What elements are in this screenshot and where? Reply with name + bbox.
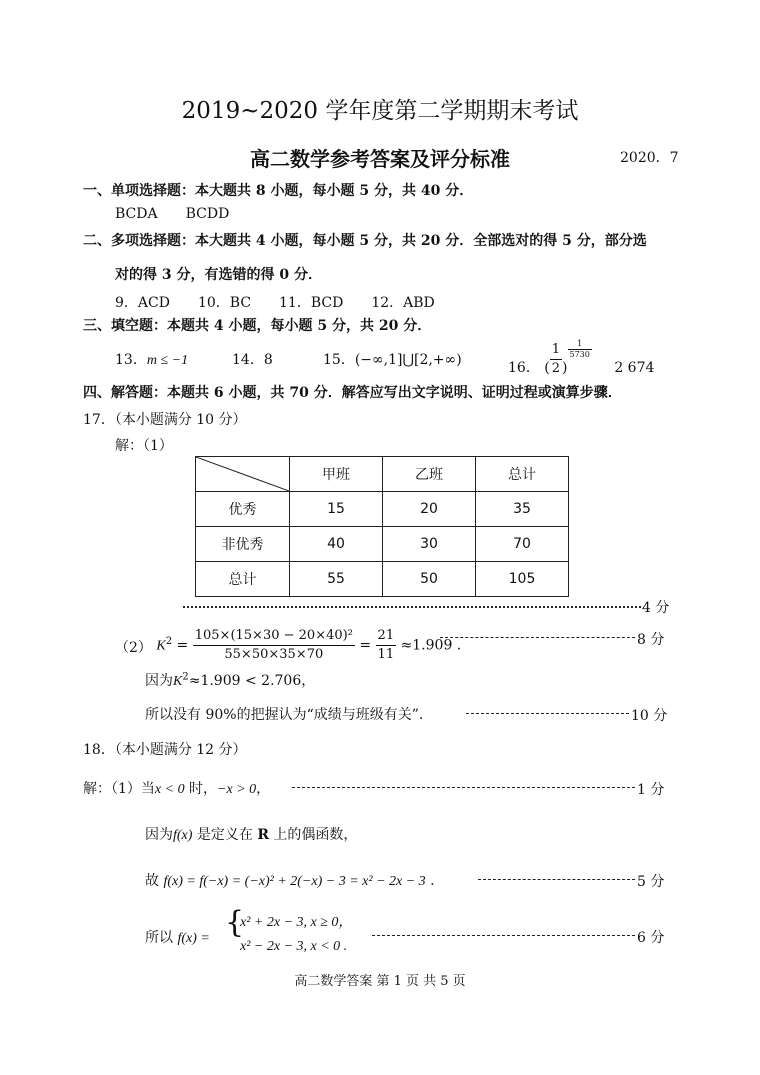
answer-16-base [550, 341, 562, 378]
q18-line1-expr2: −x > 0 [217, 782, 257, 797]
q17-part2-equation [115, 627, 461, 667]
q18-line1-expr: x < 0 [154, 782, 185, 797]
section-2-heading-line2: 对的得 3 分，有选错的得 0 分． [115, 267, 322, 283]
table-cell: 40 [290, 527, 383, 562]
answer-16-label: 16． [508, 359, 540, 376]
q18-line3-end: . [425, 873, 435, 889]
table-cell: 70 [476, 527, 569, 562]
table-cell: 非优秀 [196, 527, 290, 562]
dashed-leader [372, 935, 635, 936]
q18-line2-R: R [257, 827, 269, 843]
dashed-leader [466, 713, 629, 714]
section-3-heading: 三、填空题：本题共 4 小题，每小题 5 分，共 20 分． [83, 318, 432, 334]
table-cell: 总计 [196, 562, 290, 597]
dotted-leader [183, 606, 641, 608]
answer-15-label: 15． [323, 352, 355, 368]
q18-line1-mid: 时， [184, 781, 218, 797]
answer-16-base-den: 2 [551, 361, 561, 376]
piecewise-case-2: x² − 2x − 3, x < 0 . [240, 939, 348, 954]
table-header-cell: 甲班 [290, 457, 383, 492]
section-2-answers: 9．ACD 10．BC 11．BCD 12．ABD [115, 295, 435, 311]
table-header-cell: 乙班 [383, 457, 476, 492]
table-cell: 55 [290, 562, 383, 597]
answer-13 [115, 349, 188, 369]
piecewise-brace: { [225, 905, 245, 940]
q18-line2-pre: 因为 [145, 827, 173, 843]
result-numerator: 21 [376, 627, 397, 646]
diagonal-line [196, 457, 289, 491]
k2-fraction [193, 627, 355, 664]
table-cell: 105 [476, 562, 569, 597]
answer-14: 14．8 [232, 352, 273, 368]
table-row [196, 562, 569, 597]
k2-denominator: 55×50×35×70 [224, 647, 324, 662]
points-label: 6 分 [637, 930, 665, 946]
contingency-table [195, 456, 569, 597]
dashed-leader [478, 879, 635, 880]
k2-numerator: 105×(15×30 − 20×40)² [193, 627, 355, 646]
result-fraction [376, 627, 397, 664]
q18-line3-expr: f(x) = f(−x) = (−x)² + 2(−x) − 3 = x² − 2x − 3 [163, 874, 426, 889]
table-row [196, 527, 569, 562]
equals-sign: = [176, 637, 189, 654]
answer-16-exponent [568, 339, 592, 360]
answer-16-base-num: 1 [550, 341, 562, 360]
points-label: 5 分 [637, 874, 665, 890]
answer-16 [508, 337, 654, 381]
answer-13-expr: m ≤ −1 [146, 353, 189, 368]
answer-16-paren-open: ( [544, 359, 550, 376]
q18-line2 [145, 824, 357, 844]
points-label: 4 分 [642, 600, 670, 616]
section-1-heading: 一、单项选择题：本大题共 8 小题，每小题 5 分，共 40 分． [83, 183, 474, 199]
table-cell: 35 [476, 492, 569, 527]
page-title: 2019~2020 学年度第二学期期末考试 [181, 98, 579, 124]
table-header-row [196, 457, 569, 492]
k2-symbol: K [173, 674, 183, 689]
date-label: 2020．7 [620, 150, 679, 166]
q17-line3 [145, 670, 315, 690]
table-cell: 15 [290, 492, 383, 527]
table-corner-cell [196, 457, 290, 492]
section-1-answers: BCDA BCDD [115, 206, 230, 222]
q17-header: 17．（本小题满分 10 分） [83, 412, 247, 428]
q18-line1-pre: 解：（1）当 [83, 781, 155, 797]
answer-15 [323, 349, 462, 369]
page-subtitle: 高二数学参考答案及评分标准 [250, 147, 510, 171]
q18-line4-pre [145, 927, 210, 947]
q18-line2-expr: f(x) [173, 828, 193, 843]
q18-line1-end: ， [256, 781, 271, 797]
k2-symbol: K [156, 638, 166, 654]
table-header-cell: 总计 [476, 457, 569, 492]
table-cell: 优秀 [196, 492, 290, 527]
page-footer: 高二数学答案 第 1 页 共 5 页 [294, 974, 466, 989]
q18-line3 [145, 870, 435, 890]
piecewise-case-1: x² + 2x − 3, x ≥ 0， [240, 915, 353, 930]
q18-line2-mid: 是定义在 [192, 827, 258, 843]
points-label: 10 分 [631, 708, 668, 724]
answer-16-exp-den: 5730 [569, 350, 590, 359]
points-label: 1 分 [637, 782, 665, 798]
table-row [196, 492, 569, 527]
table-cell: 50 [383, 562, 476, 597]
section-4-heading: 四、解答题：本题共 6 小题，共 70 分．解答应写出文字说明、证明过程或演算步骤． [83, 385, 622, 401]
q18-line4-expr: f(x) = [177, 931, 210, 946]
q18-line4-label: 所以 [145, 930, 178, 946]
answer-13-label: 13． [115, 352, 147, 368]
answer-15-expr: (−∞,1]⋃[2,+∞) [354, 352, 462, 368]
answer-16-value: 2 674 [614, 359, 655, 376]
q18-line1 [83, 778, 270, 798]
section-2-heading-line1: 二、多项选择题：本大题共 4 小题，每小题 5 分，共 20 分．全部选对的得 5 分，部分选 [83, 233, 647, 249]
q17-line3-pre: 因为 [145, 673, 173, 689]
k2-exponent: 2 [165, 635, 173, 647]
k2-exponent: 2 [182, 671, 189, 683]
q18-line3-pre: 故 [145, 873, 164, 889]
table-cell: 30 [383, 527, 476, 562]
points-label: 8 分 [637, 632, 665, 648]
dashed-leader [440, 637, 635, 638]
equals-sign: = [359, 637, 372, 654]
answer-16-paren-close: ) [562, 359, 568, 376]
answer-16-exp-num: 1 [568, 339, 592, 350]
q18-header: 18．（本小题满分 12 分） [83, 742, 247, 758]
approx-value: ≈1.909 . [400, 637, 462, 654]
q17-part2-label: （2） [115, 639, 152, 656]
q17-part1-label: 解：（1） [115, 438, 173, 454]
q17-conclusion: 所以没有 90%的把握认为“成绩与班级有关”. [145, 707, 424, 723]
result-denominator: 11 [377, 647, 395, 662]
q18-line2-end: 上的偶函数， [268, 827, 358, 843]
q17-line3-expr: ≈1.909 < 2.706， [188, 673, 316, 689]
dashed-leader [292, 787, 635, 788]
table-cell: 20 [383, 492, 476, 527]
